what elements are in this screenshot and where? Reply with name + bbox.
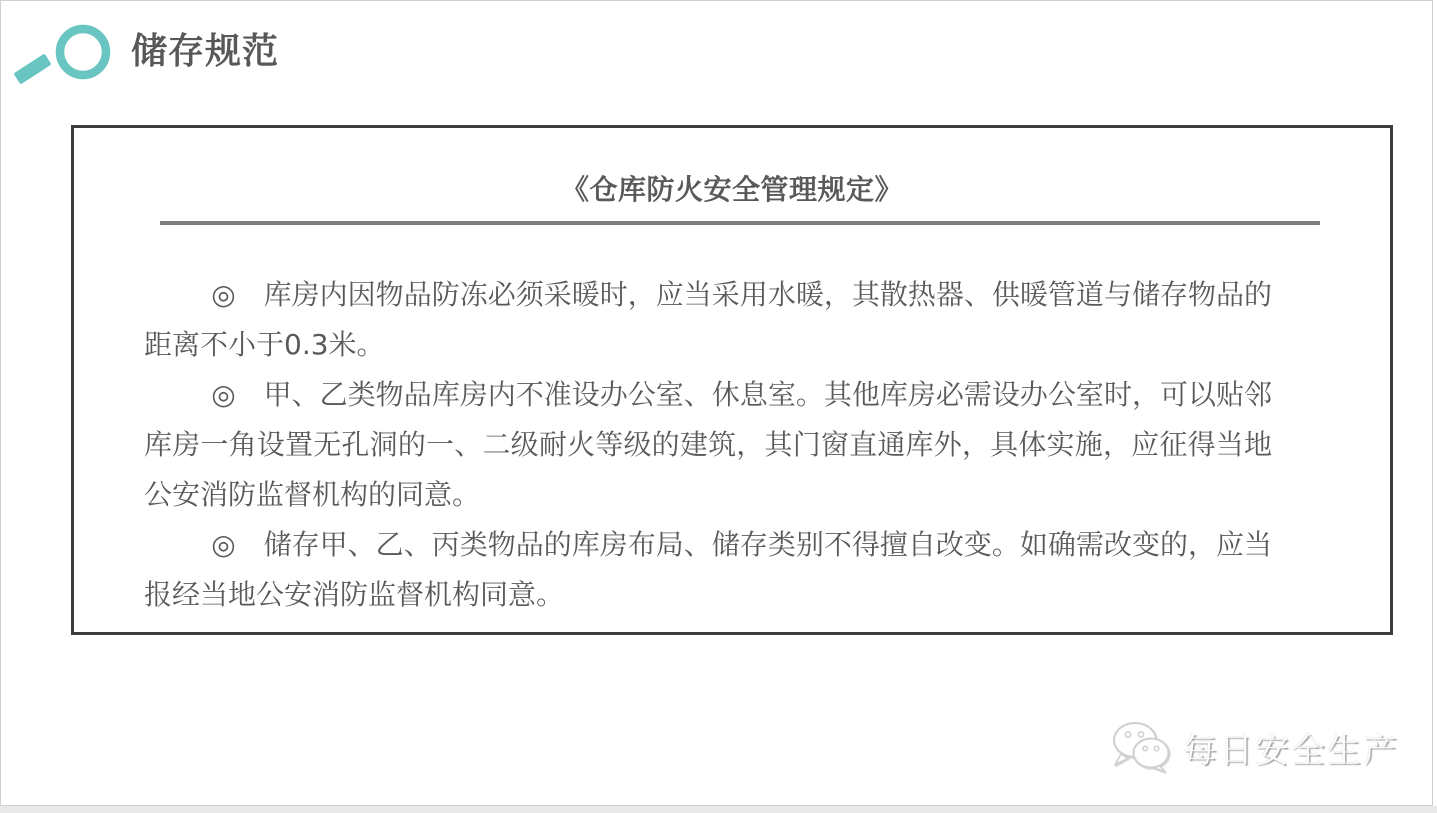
regulation-box bbox=[71, 125, 1393, 635]
regulation-item bbox=[144, 520, 1272, 620]
regulation-item bbox=[144, 370, 1272, 520]
regulation-body bbox=[144, 270, 1272, 620]
page-title: 储存规范 bbox=[131, 31, 280, 72]
regulation-box-title: 《仓库防火安全管理规定》 bbox=[560, 173, 903, 206]
magnifier-lens bbox=[60, 29, 106, 75]
regulation-item-text: 甲、乙类物品库房内不准设办公室、休息室。其他库房必需设办公室时，可以贴邻库房一角设置无孔洞的一、二级耐火等级的建筑，其门窗直通库外，具体实施，应征得当地公安消防监督机构的同意。 bbox=[144, 378, 1272, 511]
regulation-item-text: 库房内因物品防冻必须采暖时，应当采用水暖，其散热器、供暖管道与储存物品的距离不小于0.3米。 bbox=[144, 278, 1272, 361]
magnifier-icon bbox=[3, 11, 123, 101]
bullet-marker-icon: ◎ bbox=[211, 278, 236, 311]
wechat-icon bbox=[1111, 721, 1171, 773]
watermark-brand-text: 每日安全生产 bbox=[1183, 730, 1399, 771]
regulation-item-text: 储存甲、乙、丙类物品的库房布局、储存类别不得擅自改变。如确需改变的，应当报经当地公安消防监督机构同意。 bbox=[144, 528, 1272, 611]
title-divider bbox=[160, 221, 1320, 225]
magnifier-handle bbox=[13, 53, 51, 84]
bullet-marker-icon: ◎ bbox=[211, 528, 236, 561]
regulation-item bbox=[144, 270, 1272, 370]
viewport-bottom-strip bbox=[0, 806, 1437, 813]
watermark bbox=[1111, 721, 1399, 773]
bullet-marker-icon: ◎ bbox=[211, 378, 236, 411]
